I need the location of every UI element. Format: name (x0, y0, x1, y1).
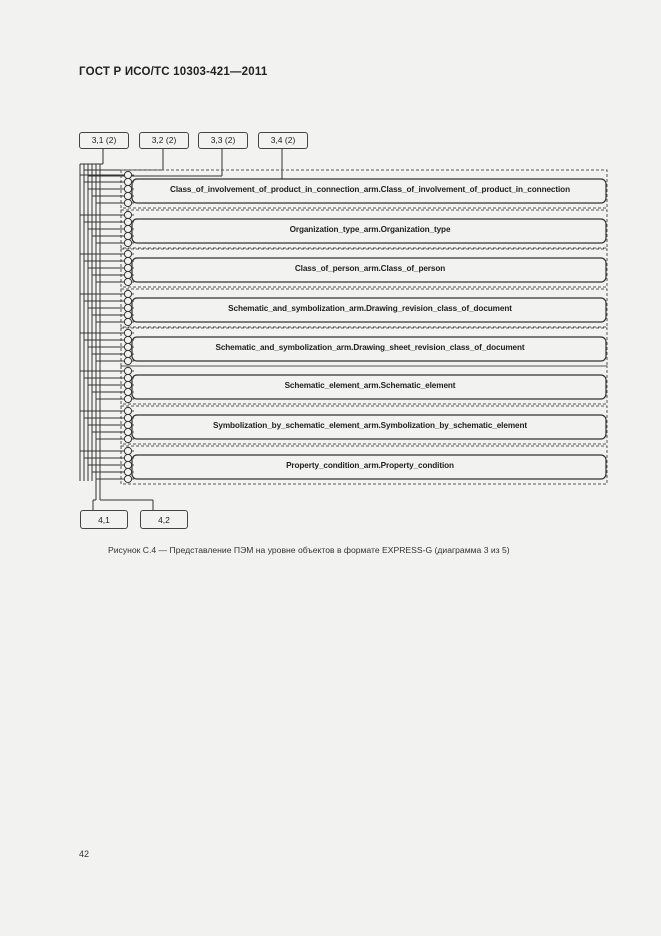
connector-circle (124, 367, 131, 374)
connector-circle (124, 257, 131, 264)
connector-circle (124, 407, 131, 414)
connector-circle (124, 171, 131, 178)
entity-label: Class_of_person_arm.Class_of_person (294, 264, 446, 273)
connector-circle (124, 232, 131, 239)
connector-circle (124, 239, 131, 246)
top-ref-box-1: 3,1 (2) (79, 132, 129, 149)
entity-label: Schematic_and_symbolization_arm.Drawing_sheet_revision_class_of_document (215, 343, 525, 352)
connector-circle (124, 264, 131, 271)
connector-circle (124, 381, 131, 388)
connector-circle (124, 199, 131, 206)
top-ref-box-3: 3,3 (2) (198, 132, 248, 149)
connector-circle (124, 336, 131, 343)
connector-circle (124, 297, 131, 304)
entity-label: Organization_type_arm.Organization_type (289, 225, 451, 234)
connector-circle (124, 318, 131, 325)
connector-circle (124, 271, 131, 278)
connector-circle (124, 211, 131, 218)
connector-circle (124, 218, 131, 225)
connector-circle (124, 414, 131, 421)
entity-label: Property_condition_arm.Property_condition (286, 461, 454, 470)
bottom-ref-box-2: 4,2 (140, 510, 188, 529)
connector-circle (124, 461, 131, 468)
document-header: ГОСТ Р ИСО/ТС 10303-421—2011 (79, 66, 268, 78)
connector-circle (124, 192, 131, 199)
entity-label: Schematic_element_arm.Schematic_element (284, 381, 456, 390)
top-ref-box-4: 3,4 (2) (258, 132, 308, 149)
connector-circle (124, 374, 131, 381)
connector-circle (124, 395, 131, 402)
connector-circle (124, 278, 131, 285)
connector-circle (124, 225, 131, 232)
connector-circle (124, 468, 131, 475)
figure-caption: Рисунок C.4 — Представление ПЭМ на уровне объектов в формате EXPRESS-G (диаграмма 3 из 5) (108, 545, 510, 555)
connector-circle (124, 388, 131, 395)
entity-label: Schematic_and_symbolization_arm.Drawing_revision_class_of_document (228, 304, 512, 313)
connector-circle (124, 185, 131, 192)
connector-circle (124, 290, 131, 297)
connector-circle (124, 343, 131, 350)
connector-circle (124, 357, 131, 364)
entity-label: Symbolization_by_schematic_element_arm.Symbolization_by_schematic_element (213, 421, 527, 430)
connector-circle (124, 178, 131, 185)
connector-circle (124, 250, 131, 257)
connector-circle (124, 454, 131, 461)
connector-circle (124, 435, 131, 442)
connector-circle (124, 421, 131, 428)
bottom-ref-box-1: 4,1 (80, 510, 128, 529)
page-number: 42 (79, 849, 90, 859)
connector-circle (124, 447, 131, 454)
connector-circle (124, 475, 131, 482)
connector-circle (124, 311, 131, 318)
top-ref-box-2: 3,2 (2) (139, 132, 189, 149)
connector-circle (124, 428, 131, 435)
connector-circle (124, 329, 131, 336)
entity-label: Class_of_involvement_of_product_in_connection_arm.Class_of_involvement_of_product_in_connection (170, 185, 570, 194)
connector-circle (124, 350, 131, 357)
connector-circle (124, 304, 131, 311)
